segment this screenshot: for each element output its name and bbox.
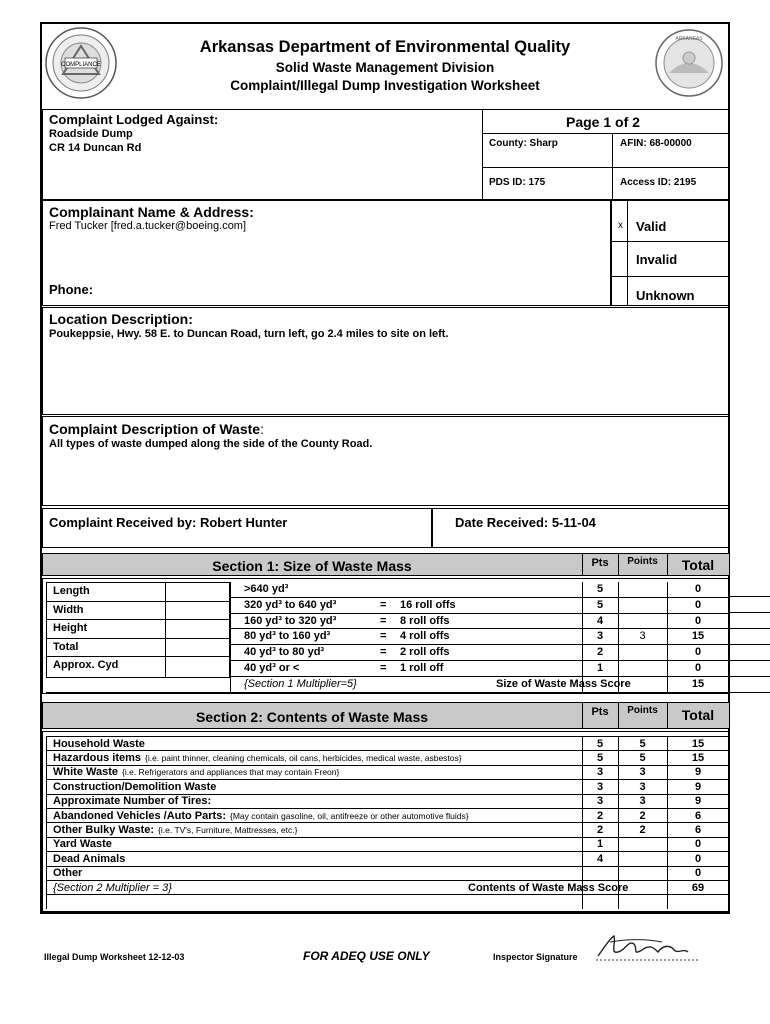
size-row-line <box>230 597 729 598</box>
contents-row-label <box>53 752 462 764</box>
contents-total: 0 <box>694 852 702 865</box>
contents-note: {i.e. TV's, Furniture, Mattresses, etc.} <box>158 824 298 835</box>
contents-points: 3 <box>639 795 646 808</box>
dimensions-divider <box>165 582 166 678</box>
section1-title: Section 1: Size of Waste Mass <box>212 558 412 574</box>
contents-row-label <box>53 766 339 778</box>
size-range: >640 yd³ <box>244 583 289 595</box>
dimensions-row-line <box>46 601 230 602</box>
size-row-line <box>230 628 729 629</box>
contents-total: 0 <box>694 867 702 880</box>
size-pts: 1 <box>596 662 604 674</box>
contents-points: 5 <box>639 751 646 764</box>
size-range: 40 yd³ to 80 yd³ <box>244 646 325 659</box>
section1-points-header: Points <box>627 556 658 567</box>
county-field: County: Sharp <box>489 138 558 149</box>
contents-points: 3 <box>639 780 646 793</box>
contents-row-label <box>53 738 145 750</box>
contents-pts: 3 <box>596 780 604 793</box>
contents-label: Dead Animals <box>53 852 126 865</box>
contents-row-label <box>53 795 211 807</box>
contents-row-line <box>46 866 729 867</box>
size-rolloffs: 16 roll offs <box>400 598 456 611</box>
location-label: Location Description: <box>49 311 193 327</box>
size-row-line <box>230 644 729 645</box>
contents-total: 6 <box>694 809 702 822</box>
worksheet-title: Complaint/Illegal Dump Investigation Worksheet <box>230 78 540 93</box>
section2-total-header: Total <box>681 707 715 723</box>
contents-points: 2 <box>639 809 646 822</box>
contents-pts: 1 <box>596 838 604 851</box>
invalid-option: Invalid <box>636 252 678 267</box>
contents-row-label <box>53 781 216 793</box>
size-total: 0 <box>694 662 702 674</box>
size-range: 160 yd³ to 320 yd³ <box>244 614 337 627</box>
state-seal <box>654 28 724 98</box>
complaint-lodged-line2: CR 14 Duncan Rd <box>49 142 142 154</box>
contents-row-line <box>46 851 729 852</box>
size-pts: 3 <box>596 630 604 643</box>
contents-points: 3 <box>639 766 646 779</box>
afin-field: AFIN: 68-00000 <box>620 138 692 149</box>
section2-score: 69 <box>691 881 705 894</box>
contents-row-label <box>53 853 125 865</box>
size-row-line <box>230 676 729 677</box>
inspector-signature-label: Inspector Signature <box>493 952 578 962</box>
size-rolloffs: 8 roll offs <box>400 614 450 627</box>
contents-pts: 5 <box>596 751 604 764</box>
size-row-line <box>230 660 729 661</box>
dimension-label: Length <box>53 585 90 597</box>
size-eq: = <box>380 662 387 674</box>
valid-option: Valid <box>636 219 667 234</box>
received-by: Complaint Received by: Robert Hunter <box>49 515 288 530</box>
section1-score-label: Size of Waste Mass Score <box>496 677 631 690</box>
access-id-field: Access ID: 2195 <box>620 177 697 188</box>
state-seal-text: ARKANSAS <box>675 36 703 42</box>
complaint-lodged-label: Complaint Lodged Against: <box>49 112 219 127</box>
size-total: 0 <box>694 583 702 595</box>
pds-id-field: PDS ID: 175 <box>489 177 546 188</box>
complainant-label: Complainant Name & Address: <box>49 204 254 220</box>
section1-bottom <box>46 692 729 693</box>
complainant-value: Fred Tucker [fred.a.tucker@boeing.com] <box>49 220 247 232</box>
section1-total-header: Total <box>681 557 715 573</box>
contents-label: Household Waste <box>53 737 145 750</box>
size-eq: = <box>380 598 387 611</box>
contents-label: Construction/Demolition Waste <box>53 780 217 793</box>
size-pts: 4 <box>596 614 604 627</box>
size-pts: 2 <box>596 646 604 659</box>
contents-row-label <box>53 867 82 879</box>
section2-title: Section 2: Contents of Waste Mass <box>195 709 429 725</box>
dimension-label: Height <box>53 622 88 634</box>
form-id: Illegal Dump Worksheet 12-12-03 <box>44 952 185 962</box>
size-total: 0 <box>694 598 702 611</box>
date-received: Date Received: 5-11-04 <box>455 515 596 530</box>
size-total: 15 <box>691 630 705 643</box>
page-number: Page 1 of 2 <box>566 114 640 130</box>
contents-points: 5 <box>639 737 646 750</box>
contents-row-label <box>53 838 112 850</box>
adeq-use-only: FOR ADEQ USE ONLY <box>303 949 430 963</box>
contents-label: Approximate Number of Tires: <box>53 795 212 808</box>
section1-score: 15 <box>691 677 705 690</box>
contents-row-line <box>46 837 729 838</box>
size-range: 80 yd³ to 160 yd³ <box>244 630 331 643</box>
dimensions-row-line <box>46 656 230 657</box>
contents-pts: 2 <box>596 823 604 836</box>
section2-score-label: Contents of Waste Mass Score <box>468 881 629 894</box>
contents-total: 9 <box>694 766 702 779</box>
waste-description-label: Complaint Description of Waste: <box>49 421 264 437</box>
size-rolloffs: 4 roll offs <box>400 630 450 643</box>
size-pts: 5 <box>596 598 604 611</box>
contents-row-label <box>53 824 297 836</box>
contents-total: 15 <box>691 737 705 750</box>
section2-multiplier: {Section 2 Multiplier = 3} <box>53 881 172 894</box>
contents-label: White Waste <box>53 766 118 779</box>
contents-note: {i.e. paint thinner, cleaning chemicals, oil cans, herbicides, medical waste, asbestos} <box>145 752 462 763</box>
section1-multiplier: {Section 1 Multiplier=5} <box>244 677 357 690</box>
dimension-label: Total <box>53 640 79 653</box>
compliance-seal-text: COMPLIANCE <box>61 62 101 68</box>
section2-bottom <box>46 894 729 895</box>
contents-label: Hazardous items <box>53 751 142 764</box>
dimensions-row-line <box>46 638 230 639</box>
contents-pts: 3 <box>596 766 604 779</box>
contents-points: 2 <box>639 823 646 836</box>
size-total: 0 <box>694 614 702 627</box>
section2-pts-header: Pts <box>591 706 609 718</box>
complaint-lodged-line1: Roadside Dump <box>49 128 133 140</box>
waste-description-value: All types of waste dumped along the side of the County Road. <box>49 438 373 450</box>
contents-label: Other Bulky Waste: <box>53 823 155 836</box>
contents-total: 0 <box>694 838 702 851</box>
section1-pts-header: Pts <box>591 557 609 569</box>
size-pts: 5 <box>596 583 604 595</box>
compliance-seal <box>44 26 118 100</box>
contents-total: 15 <box>691 751 705 764</box>
contents-pts: 4 <box>596 852 604 865</box>
contents-label: Yard Waste <box>53 838 112 851</box>
section2-points-header: Points <box>627 705 658 716</box>
division-title: Solid Waste Management Division <box>275 60 495 75</box>
size-total: 0 <box>694 646 702 659</box>
unknown-option: Unknown <box>636 288 695 303</box>
contents-pts: 2 <box>596 809 604 822</box>
contents-note: {May contain gasoline, oil, antifreeze or other automotive fluids} <box>229 810 469 821</box>
size-rolloffs: 2 roll offs <box>400 646 450 659</box>
inspector-signature <box>592 930 702 964</box>
contents-pts: 5 <box>596 737 604 750</box>
size-eq: = <box>380 630 387 643</box>
location-value: Poukeppsie, Hwy. 58 E. to Duncan Road, turn left, go 2.4 miles to site on left. <box>49 328 449 340</box>
contents-note: {i.e. Refrigerators and appliances that may contain Freon} <box>122 767 340 778</box>
size-eq: = <box>380 646 387 659</box>
contents-pts: 3 <box>596 795 604 808</box>
dimension-label: Approx. Cyd <box>53 659 119 671</box>
agency-title: Arkansas Department of Environmental Quality <box>199 38 571 56</box>
dimensions-row-line <box>46 619 230 620</box>
size-range: 320 yd³ to 640 yd³ <box>244 598 337 611</box>
contents-total: 9 <box>694 780 702 793</box>
valid-checkbox[interactable]: x <box>618 220 623 231</box>
contents-label: Abandoned Vehicles /Auto Parts: <box>53 809 226 822</box>
size-points: 3 <box>639 630 646 643</box>
contents-total: 9 <box>694 795 702 808</box>
contents-row-label <box>53 810 469 822</box>
dimension-label: Width <box>53 603 84 616</box>
size-range: 40 yd³ or < <box>244 662 300 674</box>
size-eq: = <box>380 614 387 627</box>
size-row-line <box>230 613 729 614</box>
contents-label: Other <box>53 867 83 880</box>
contents-total: 6 <box>694 823 702 836</box>
size-rolloffs: 1 roll off <box>400 662 444 674</box>
phone-label: Phone: <box>49 282 94 297</box>
